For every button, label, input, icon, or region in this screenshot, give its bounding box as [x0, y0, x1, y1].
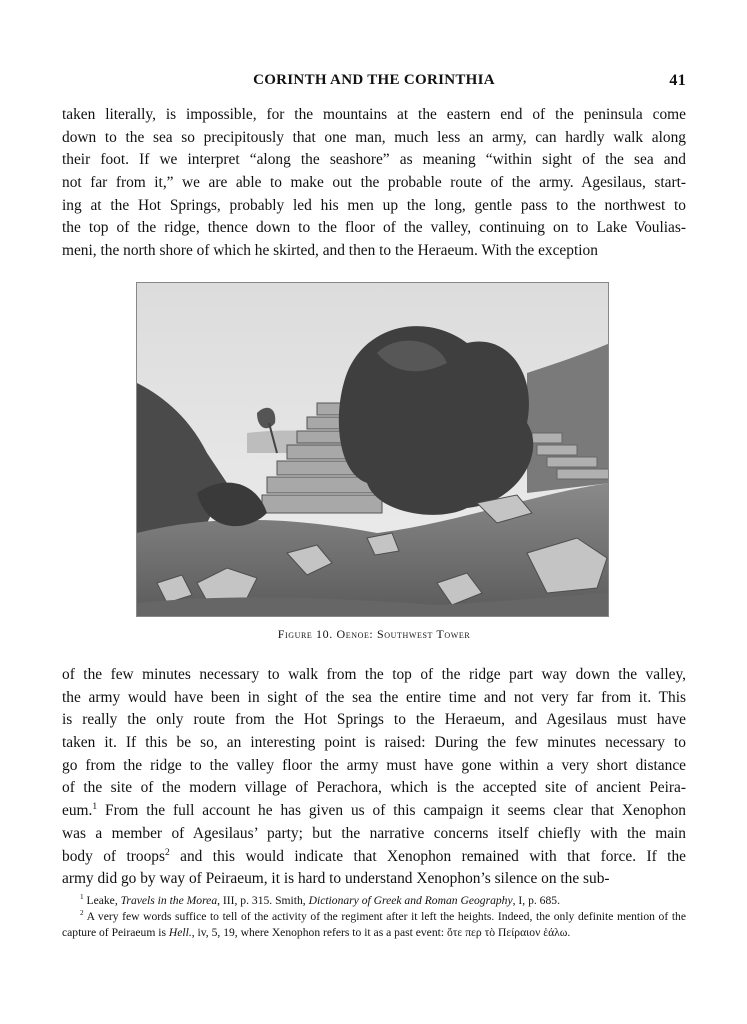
- figure-label: Figure 10.: [277, 627, 333, 641]
- text-line: army did go by way of Peiraeum, it is hard to understand Xenophon’s silence on the sub-: [62, 870, 610, 888]
- text-fragment: eum.: [62, 802, 93, 820]
- text-fragment: body of troops: [62, 847, 165, 865]
- text-fragment: and this would indicate that Xenophon remained with that force. If the: [169, 847, 686, 865]
- paragraph-bottom: [62, 664, 686, 891]
- figure-title: Oenoe: Southwest Tower: [336, 627, 471, 641]
- running-header: [62, 72, 686, 94]
- footnote-ref-2[interactable]: 2: [164, 846, 170, 858]
- work-title: Dictionary of Greek and Roman Geography: [308, 894, 513, 907]
- text-line: is really the only route from the Hot Springs to the Heraeum, and Agesilaus must have: [62, 711, 686, 729]
- running-title: CORINTH AND THE CORINTHIA: [253, 72, 495, 88]
- greek-quote: ὅτε περ τὸ Πείραιον ἑάλω.: [446, 925, 571, 939]
- text-line: [62, 846, 686, 869]
- text-line: meni, the north shore of which he skirted, and then to the Heraeum. With the exception: [62, 242, 598, 260]
- text-line: was a member of Agesilaus’ party; but the narrative concerns itself chiefly with the main: [62, 824, 686, 842]
- footnote-text: , III, p. 315. Smith,: [217, 894, 309, 907]
- figure-caption: [62, 627, 686, 642]
- footnote-2: [62, 909, 686, 941]
- footnote-text: , iv, 5, 19, where Xenophon refers to it as a past event:: [191, 925, 447, 939]
- work-title: Travels in the Morea: [120, 894, 218, 907]
- text-line: go from the ridge to the valley floor the army must have gone within a very short distance: [62, 756, 686, 774]
- text-fragment: From the full account he has given us of this campaign it seems clear that Xenophon: [97, 802, 686, 820]
- figure-photograph: [136, 282, 609, 617]
- text-line: ing at the Hot Springs, probably led his men up the long, gentle pass to the northwest to: [62, 196, 686, 214]
- text-line: [62, 800, 686, 823]
- text-line: the top of the ridge, thence down to the floor of the valley, continuing on to Lake Voulias-: [62, 219, 686, 237]
- text-line: their foot. If we interpret “along the seashore” as meaning “within sight of the sea and: [62, 151, 686, 169]
- footnote-ref-1[interactable]: 1: [92, 801, 98, 812]
- text-line: of the site of the modern village of Perachora, which is the accepted site of ancient Peira-: [62, 779, 686, 797]
- text-line: taken literally, is impossible, for the mountains at the eastern end of the peninsula come: [62, 106, 686, 123]
- text-line: not far from it,” we are able to make out the probable route of the army. Agesilaus, start-: [62, 174, 686, 192]
- photo-tower-ruins: [137, 283, 609, 617]
- footnote-text: A very few words suffice to tell of the activity of the regiment after it left the heights. Indeed, the only definite mention of the capture of Peiraeum is: [62, 909, 686, 939]
- paragraph-top: [62, 104, 686, 263]
- text-line: down to the sea so precipitously that one man, much less an army, can hardly walk along: [62, 128, 686, 146]
- footnote-text: Leake,: [86, 894, 121, 907]
- footnote-mark: 2: [80, 908, 84, 917]
- text-line: the army would have been in sight of the sea the entire time and not very far from it. This: [62, 688, 686, 706]
- footnotes: [62, 893, 686, 940]
- page-number: 41: [669, 72, 686, 89]
- text-line: taken it. If this be so, an interesting point is raised: During the few minutes necessary to: [62, 734, 686, 752]
- footnote-text: , I, p. 685.: [512, 894, 560, 907]
- work-title: Hell.: [168, 925, 192, 939]
- text-line: of the few minutes necessary to walk from the top of the ridge part way down the valley,: [62, 666, 686, 683]
- footnote-1: [62, 893, 686, 909]
- footnote-mark: 1: [80, 893, 84, 902]
